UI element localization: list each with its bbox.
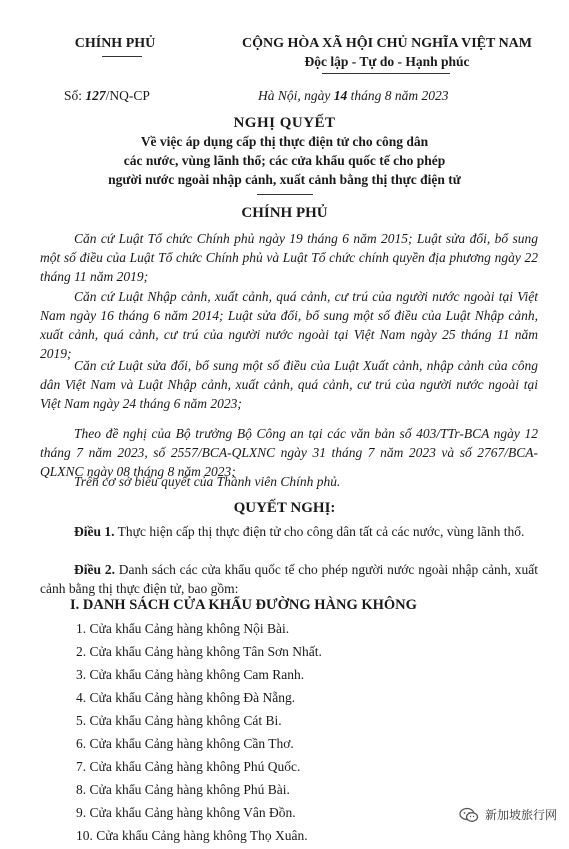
list-item: 4. Cửa khẩu Cảng hàng không Đà Nẵng. — [76, 690, 296, 705]
agency-underline — [102, 56, 142, 57]
list-item: 7. Cửa khẩu Cảng hàng không Phú Quốc. — [76, 759, 301, 774]
preamble-paragraph: Căn cứ Luật sửa đổi, bổ sung một số điều của Luật Xuất cảnh, nhập cảnh của công dân Việt Nam và Luật Nhập cảnh, xuất cảnh, quá cảnh, cư trú của người nước ngoài tại Việt Nam ngày 24 tháng 6 năm 2023; — [40, 358, 538, 411]
doc-number-handwritten: 127 — [85, 88, 106, 103]
place-date-after: tháng 8 năm 2023 — [350, 88, 449, 103]
issuing-agency: CHÍNH PHỦ — [74, 36, 156, 51]
preamble-paragraph: Căn cứ Luật Tổ chức Chính phủ ngày 19 tháng 6 năm 2015; Luật sửa đổi, bổ sung một số điều của Luật Tổ chức Chính phủ và Luật Tổ chức chính quyền địa phương ngày 22 tháng 11 năm 2019; — [40, 231, 538, 284]
place-date-before: Hà Nội, ngày — [258, 88, 331, 103]
list-item: 3. Cửa khẩu Cảng hàng không Cam Ranh. — [76, 667, 305, 682]
doc-number-suffix: /NQ-CP — [105, 88, 150, 103]
list-item: 1. Cửa khẩu Cảng hàng không Nội Bài. — [76, 621, 290, 636]
list-item: 6. Cửa khẩu Cảng hàng không Cần Thơ. — [76, 736, 294, 751]
subject-line: người nước ngoài nhập cảnh, xuất cảnh bằng thị thực điện tử — [108, 172, 461, 187]
list-item: 2. Cửa khẩu Cảng hàng không Tân Sơn Nhất. — [76, 644, 322, 659]
document-number — [64, 88, 150, 104]
decision-heading: QUYẾT NGHỊ: — [233, 500, 336, 516]
subject-divider — [257, 194, 313, 195]
article-label: Điều 1. — [74, 524, 115, 539]
document-subject — [0, 132, 569, 189]
preamble-paragraph: Trên cơ sở biểu quyết của Thành viên Chính phủ. — [74, 474, 341, 489]
national-motto: Độc lập - Tự do - Hạnh phúc — [304, 54, 470, 69]
watermark-text: 新加坡旅行网 — [484, 808, 557, 822]
document-title: NGHỊ QUYẾT — [233, 115, 336, 131]
doc-number-prefix: Số: — [64, 88, 83, 103]
article-2 — [40, 560, 538, 598]
list-item: 8. Cửa khẩu Cảng hàng không Phú Bài. — [76, 782, 290, 797]
watermark — [459, 806, 557, 823]
place-date-day: 14 — [333, 88, 348, 103]
list-item: 9. Cửa khẩu Cảng hàng không Vân Đồn. — [76, 805, 296, 820]
wechat-icon — [459, 807, 479, 823]
preamble-paragraph: Căn cứ Luật Nhập cảnh, xuất cảnh, quá cảnh, cư trú của người nước ngoài tại Việt Nam ngày 16 tháng 6 năm 2014; Luật sửa đổi, bổ sung một số điều của Luật Nhập cảnh, xuất cảnh, quá cảnh, cư trú của người nước ngoài tại Việt Nam ngày 25 tháng 11 năm 2019; — [40, 289, 538, 361]
place-and-date — [258, 88, 449, 104]
nation-name: CỘNG HÒA XÃ HỘI CHỦ NGHĨA VIỆT NAM — [241, 36, 532, 51]
article-text: Thực hiện cấp thị thực điện tử cho công dân tất cả các nước, vùng lãnh thổ. — [117, 524, 525, 539]
section-title: I. DANH SÁCH CỬA KHẨU ĐƯỜNG HÀNG KHÔNG — [70, 597, 417, 613]
subject-line: Về việc áp dụng cấp thị thực điện tử cho công dân — [140, 134, 429, 149]
article-text: Danh sách các cửa khẩu quốc tế cho phép người nước ngoài nhập cảnh, xuất cảnh bằng thị thực điện tử, bao gồm: — [40, 562, 538, 596]
motto-underline — [322, 73, 450, 74]
airport-list — [76, 619, 322, 849]
subject-line: các nước, vùng lãnh thổ; các cửa khẩu quốc tế cho phép — [123, 153, 446, 168]
preamble-paragraph: Theo đề nghị của Bộ trưởng Bộ Công an tại các văn bản số 403/TTr-BCA ngày 12 tháng 7 năm 2023, số 2557/BCA-QLXNC ngày 31 tháng 7 năm 2023 và số 2767/BCA-QLXNC ngày 08 tháng 8 năm 2023; — [40, 426, 538, 479]
issuer-heading: CHÍNH PHỦ — [241, 205, 328, 221]
article-label: Điều 2. — [74, 562, 115, 577]
article-1 — [40, 522, 538, 541]
list-item: 5. Cửa khẩu Cảng hàng không Cát Bi. — [76, 713, 282, 728]
list-item: 10. Cửa khẩu Cảng hàng không Thọ Xuân. — [76, 828, 308, 843]
